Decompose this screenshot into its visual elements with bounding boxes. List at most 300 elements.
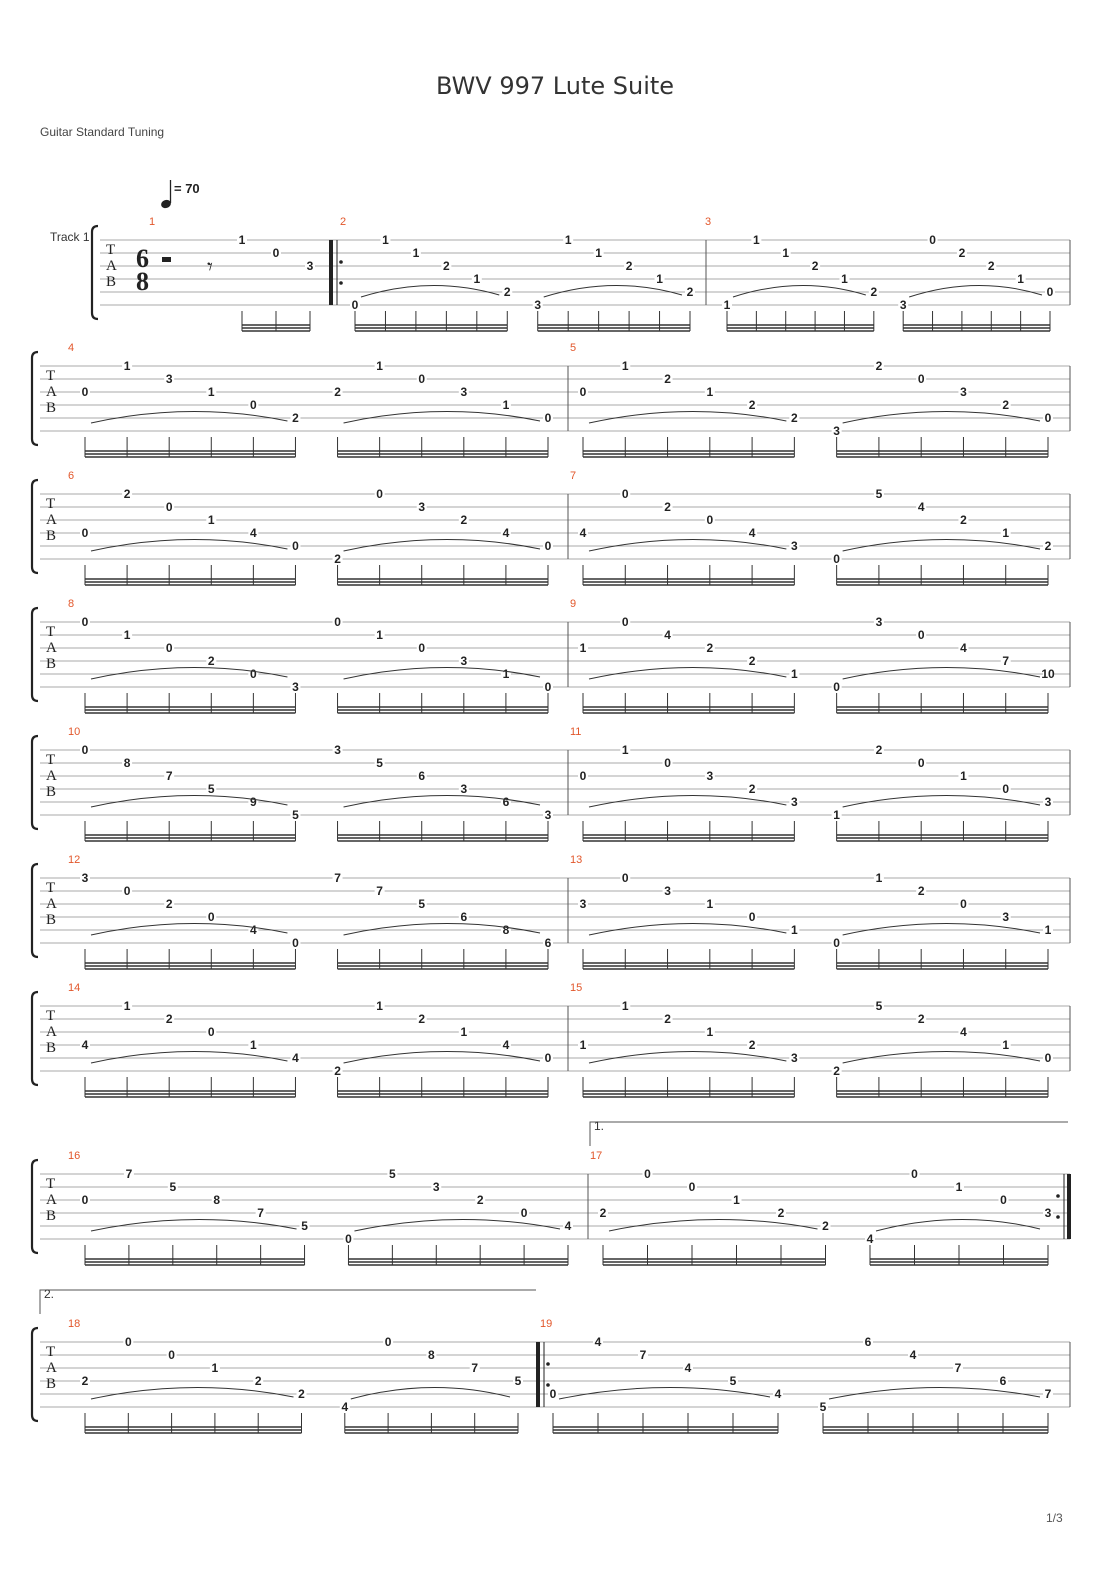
tab-clef-letter: B: [46, 400, 57, 416]
slur-arc: [909, 285, 1042, 297]
measure-number: 1: [149, 216, 156, 228]
fret-number: 3: [833, 424, 840, 438]
fret-number: 7: [376, 884, 383, 898]
fret-number: 0: [1002, 782, 1010, 796]
staff-bracket: [32, 864, 38, 957]
tab-clef-letter: T: [46, 368, 56, 384]
fret-number: 0: [250, 667, 257, 681]
fret-number: 5: [169, 1180, 177, 1194]
fret-number: 1: [706, 385, 714, 399]
fret-number: 2: [460, 513, 468, 527]
fret-number: 2: [664, 1012, 671, 1026]
repeat-barline-thick: [329, 240, 333, 305]
fret-number: 0: [168, 1348, 175, 1362]
fret-number: 0: [1046, 285, 1054, 299]
fret-number: 1: [1002, 1038, 1010, 1052]
volta-bracket: [40, 1290, 536, 1314]
slur-arc: [843, 923, 1040, 935]
fret-number: 1: [706, 897, 714, 911]
fret-number: 1: [502, 667, 510, 681]
fret-number: 2: [334, 1064, 341, 1078]
fret-number: 7: [257, 1206, 264, 1220]
fret-number: 3: [460, 654, 468, 668]
tab-clef-letter: B: [46, 528, 57, 544]
repeat-dot: [339, 260, 343, 264]
fret-number: 5: [418, 897, 426, 911]
fret-number: 7: [471, 1361, 479, 1375]
fret-number: 2: [777, 1206, 785, 1220]
fret-number: 0: [579, 769, 587, 783]
fret-number: 1: [733, 1193, 740, 1207]
repeat-end-thick: [1067, 1174, 1071, 1239]
fret-number: 4: [684, 1361, 692, 1375]
fret-number: 1: [791, 923, 798, 937]
fret-number: 3: [432, 1180, 440, 1194]
fret-number: 0: [544, 411, 552, 425]
fret-number: 3: [81, 871, 89, 885]
fret-number: 2: [599, 1206, 607, 1220]
fret-number: 2: [833, 1064, 840, 1078]
fret-number: 4: [250, 923, 257, 937]
fret-number: 3: [418, 500, 426, 514]
fret-number: 5: [376, 756, 383, 770]
tab-clef-letter: T: [46, 1008, 56, 1024]
tab-system: [32, 1119, 1071, 1265]
fret-number: 2: [254, 1374, 262, 1388]
fret-number: 2: [748, 1038, 756, 1052]
slur-arc: [589, 923, 786, 935]
fret-number: 1: [960, 769, 967, 783]
fret-number: 2: [418, 1012, 426, 1026]
tab-clef-letter: T: [46, 1176, 56, 1192]
repeat-dot: [1056, 1194, 1060, 1198]
fret-number: 2: [870, 285, 878, 299]
fret-number: 2: [748, 782, 756, 796]
measure-number: 18: [68, 1318, 81, 1330]
slur-arc: [91, 539, 287, 551]
fret-number: 2: [81, 1374, 89, 1388]
slur-arc: [91, 1051, 287, 1063]
fret-number: 0: [911, 1167, 918, 1181]
fret-number: 0: [929, 233, 936, 247]
fret-number: 1: [376, 359, 383, 373]
slur-arc: [344, 539, 540, 551]
fret-number: 2: [811, 259, 819, 273]
fret-number: 4: [866, 1232, 874, 1246]
slur-arc: [589, 795, 786, 807]
measure-number: 8: [68, 598, 75, 610]
measure-number: 5: [570, 342, 577, 354]
fret-number: 1: [211, 1361, 219, 1375]
slur-arc: [544, 285, 682, 297]
fret-number: 4: [917, 500, 925, 514]
fret-number: 3: [579, 897, 587, 911]
fret-number: 0: [833, 680, 840, 694]
slur-arc: [589, 667, 786, 679]
fret-number: 6: [999, 1374, 1007, 1388]
volta-label: 2.: [44, 1287, 55, 1301]
measure-number: 19: [540, 1318, 553, 1330]
fret-number: 1: [841, 272, 848, 286]
fret-number: 1: [238, 233, 246, 247]
measure-number: 3: [705, 216, 712, 228]
fret-number: 7: [954, 1361, 962, 1375]
fret-number: 2: [875, 743, 883, 757]
fret-number: 1: [123, 628, 131, 642]
fret-number: 2: [334, 552, 341, 566]
staff-bracket: [32, 1328, 38, 1421]
fret-number: 4: [564, 1219, 572, 1233]
fret-number: 6: [544, 936, 552, 950]
fret-number: 2: [476, 1193, 484, 1207]
fret-number: 4: [748, 526, 756, 540]
slur-arc: [829, 1387, 1040, 1399]
staff-bracket: [32, 608, 38, 701]
fret-number: 0: [520, 1206, 528, 1220]
fret-number: 0: [621, 487, 629, 501]
fret-number: 4: [909, 1348, 917, 1362]
fret-number: 8: [502, 923, 510, 937]
fret-number: 0: [833, 552, 840, 566]
tab-clef-letter: T: [46, 1344, 56, 1360]
fret-number: 0: [250, 398, 257, 412]
measure-number: 7: [570, 470, 577, 482]
fret-number: 5: [292, 808, 299, 822]
fret-number: 0: [165, 641, 173, 655]
fret-number: 3: [292, 680, 299, 694]
fret-number: 0: [207, 910, 215, 924]
fret-number: 0: [207, 1025, 215, 1039]
fret-number: 7: [125, 1167, 133, 1181]
fret-number: 4: [960, 1025, 967, 1039]
measure-number: 17: [590, 1150, 603, 1162]
fret-number: 2: [1044, 539, 1052, 553]
measure-number: 4: [68, 342, 75, 354]
fret-number: 1: [579, 1038, 587, 1052]
fret-number: 0: [706, 513, 714, 527]
half-rest-icon: [162, 257, 171, 262]
fret-number: 4: [502, 1038, 510, 1052]
fret-number: 5: [875, 487, 883, 501]
score-title: BWV 997 Lute Suite: [435, 72, 675, 100]
fret-number: 0: [544, 539, 552, 553]
measure-number: 10: [68, 726, 81, 738]
fret-number: 2: [292, 411, 299, 425]
fret-number: 2: [822, 1219, 829, 1233]
staff-bracket: [32, 352, 38, 445]
fret-number: 0: [345, 1232, 352, 1246]
staff-bracket: [92, 226, 98, 319]
slur-arc: [354, 1219, 560, 1231]
fret-number: 1: [1002, 526, 1010, 540]
fret-number: 2: [664, 500, 671, 514]
time-sig-numerator: 6: [136, 244, 149, 273]
tempo-text: = 70: [174, 181, 200, 196]
repeat-dot: [1056, 1215, 1060, 1219]
staff-bracket: [32, 480, 38, 573]
measure-number: 2: [340, 216, 347, 228]
slur-arc: [733, 285, 866, 297]
fret-number: 3: [960, 385, 967, 399]
tab-clef-letter: B: [46, 912, 57, 928]
fret-number: 2: [123, 487, 131, 501]
fret-number: 1: [875, 871, 883, 885]
tab-clef-letter: A: [106, 258, 117, 274]
fret-number: 1: [564, 233, 572, 247]
fret-number: 3: [544, 808, 552, 822]
fret-number: 1: [473, 272, 481, 286]
staff-bracket: [32, 736, 38, 829]
volta-label: 1.: [594, 1119, 605, 1133]
fret-number: 0: [579, 385, 587, 399]
slur-arc: [559, 1387, 770, 1399]
fret-number: 0: [124, 1335, 132, 1349]
fret-number: 1: [382, 233, 389, 247]
slur-arc: [351, 1387, 510, 1399]
fret-number: 1: [376, 628, 383, 642]
tuning-label: Guitar Standard Tuning: [40, 125, 165, 139]
fret-number: 1: [621, 999, 629, 1013]
fret-number: 4: [81, 1038, 89, 1052]
fret-number: 7: [1044, 1387, 1052, 1401]
fret-number: 1: [579, 641, 587, 655]
fret-number: 0: [351, 298, 359, 312]
tempo-marking: [160, 180, 200, 209]
fret-number: 0: [833, 936, 840, 950]
fret-number: 0: [418, 641, 426, 655]
slur-arc: [91, 411, 287, 423]
slur-arc: [843, 411, 1040, 423]
fret-number: 3: [791, 1051, 798, 1065]
fret-number: 0: [384, 1335, 392, 1349]
repeat-dot: [339, 281, 343, 285]
fret-number: 1: [955, 1180, 963, 1194]
fret-number: 3: [334, 743, 341, 757]
fret-number: 3: [1002, 910, 1010, 924]
fret-number: 1: [621, 743, 629, 757]
tab-system: [32, 982, 1070, 1097]
fret-number: 2: [503, 285, 511, 299]
tab-system: [32, 470, 1070, 585]
fret-number: 3: [460, 385, 468, 399]
fret-number: 0: [644, 1167, 651, 1181]
fret-number: 1: [460, 1025, 468, 1039]
fret-number: 1: [656, 272, 663, 286]
slur-arc: [609, 1219, 818, 1231]
fret-number: 3: [460, 782, 468, 796]
fret-number: 3: [1044, 795, 1052, 809]
fret-number: 2: [165, 1012, 173, 1026]
fret-number: 3: [706, 769, 714, 783]
fret-number: 1: [1044, 923, 1052, 937]
fret-number: 10: [1041, 667, 1055, 681]
tab-system: [32, 726, 1070, 841]
fret-number: 1: [706, 1025, 714, 1039]
fret-number: 3: [1044, 1206, 1052, 1220]
fret-number: 0: [81, 1193, 89, 1207]
fret-number: 0: [81, 526, 89, 540]
measure-number: 6: [68, 470, 75, 482]
tab-system: [32, 342, 1070, 457]
fret-number: 4: [960, 641, 967, 655]
fret-number: 2: [791, 411, 798, 425]
fret-number: 7: [1002, 654, 1010, 668]
fret-number: 0: [334, 615, 341, 629]
slur-arc: [876, 1219, 1040, 1231]
fret-number: 3: [791, 539, 798, 553]
slur-arc: [843, 795, 1040, 807]
tab-system: [32, 598, 1070, 713]
fret-number: 8: [213, 1193, 221, 1207]
fret-number: 4: [292, 1051, 299, 1065]
fret-number: 1: [123, 359, 131, 373]
fret-number: 5: [389, 1167, 396, 1181]
measure-number: 12: [68, 854, 81, 866]
slur-arc: [361, 285, 499, 297]
fret-number: 2: [960, 513, 967, 527]
fret-number: 1: [833, 808, 840, 822]
slur-arc: [843, 667, 1040, 679]
fret-number: 3: [534, 298, 542, 312]
fret-number: 1: [412, 246, 420, 260]
fret-number: 2: [334, 385, 341, 399]
fret-number: 2: [917, 884, 925, 898]
fret-number: 0: [544, 680, 552, 694]
fret-number: 0: [1044, 411, 1052, 425]
fret-number: 1: [621, 359, 629, 373]
time-sig-denominator: 8: [136, 267, 149, 296]
fret-number: 0: [1044, 1051, 1052, 1065]
fret-number: 5: [819, 1400, 827, 1414]
tab-clef-letter: B: [106, 274, 117, 290]
fret-number: 1: [1017, 272, 1024, 286]
fret-number: 2: [298, 1387, 305, 1401]
tab-system: [92, 216, 1070, 331]
fret-number: 0: [544, 1051, 552, 1065]
tab-clef-letter: B: [46, 1208, 57, 1224]
fret-number: 0: [917, 756, 925, 770]
fret-number: 3: [165, 372, 173, 386]
measure-number: 14: [68, 982, 81, 994]
tab-clef-letter: B: [46, 656, 57, 672]
fret-number: 0: [376, 487, 383, 501]
track-label: Track 1: [50, 230, 90, 244]
tab-clef-letter: A: [46, 512, 57, 528]
fret-number: 1: [753, 233, 760, 247]
fret-number: 3: [664, 884, 671, 898]
fret-number: 1: [782, 246, 790, 260]
slur-arc: [589, 539, 786, 551]
fret-number: 0: [165, 500, 173, 514]
fret-number: 0: [81, 743, 89, 757]
fret-number: 2: [748, 398, 756, 412]
fret-number: 0: [960, 897, 967, 911]
fret-number: 1: [376, 999, 383, 1013]
tab-clef-letter: A: [46, 640, 57, 656]
fret-number: 1: [502, 398, 510, 412]
fret-number: 0: [621, 871, 629, 885]
fret-number: 6: [418, 769, 426, 783]
fret-number: 8: [428, 1348, 435, 1362]
fret-number: 4: [664, 628, 671, 642]
fret-number: 0: [418, 372, 426, 386]
fret-number: 2: [958, 246, 966, 260]
fret-number: 0: [917, 372, 925, 386]
fret-number: 5: [729, 1374, 737, 1388]
fret-number: 2: [664, 372, 671, 386]
measure-number: 9: [570, 598, 577, 610]
measure-number: 15: [570, 982, 583, 994]
fret-number: 5: [875, 999, 883, 1013]
fret-number: 1: [723, 298, 731, 312]
tab-clef-letter: B: [46, 1040, 57, 1056]
fret-number: 1: [207, 513, 215, 527]
fret-number: 3: [899, 298, 907, 312]
fret-number: 0: [292, 539, 299, 553]
measure-number: 13: [570, 854, 583, 866]
measure-number: 11: [570, 726, 582, 738]
fret-number: 9: [250, 795, 257, 809]
fret-number: 6: [460, 910, 468, 924]
fret-number: 3: [791, 795, 798, 809]
measure-number: 16: [68, 1150, 81, 1162]
slur-arc: [91, 1387, 294, 1399]
fret-number: 4: [341, 1400, 349, 1414]
fret-number: 4: [774, 1387, 782, 1401]
tab-clef-letter: T: [106, 242, 116, 258]
fret-number: 3: [875, 615, 883, 629]
page-number: 1/3: [1046, 1511, 1063, 1525]
fret-number: 0: [123, 884, 131, 898]
fret-number: 0: [748, 910, 756, 924]
tab-clef-letter: A: [46, 384, 57, 400]
fret-number: 2: [625, 259, 633, 273]
fret-number: 0: [272, 246, 280, 260]
fret-number: 7: [639, 1348, 647, 1362]
staff-bracket: [32, 992, 38, 1085]
tab-clef-letter: B: [46, 784, 57, 800]
fret-number: 2: [875, 359, 883, 373]
fret-number: 5: [301, 1219, 308, 1233]
tab-clef-letter: T: [46, 496, 56, 512]
slur-arc: [589, 1051, 786, 1063]
fret-number: 4: [594, 1335, 602, 1349]
fret-number: 1: [207, 385, 215, 399]
fret-number: 0: [688, 1180, 696, 1194]
fret-number: 1: [123, 999, 131, 1013]
fret-number: 0: [549, 1387, 557, 1401]
tab-clef-letter: A: [46, 1360, 57, 1376]
tab-clef-letter: T: [46, 880, 56, 896]
tab-system: [32, 1287, 1070, 1433]
fret-number: 8: [123, 756, 131, 770]
fret-number: 0: [917, 628, 925, 642]
tab-clef-letter: A: [46, 1192, 57, 1208]
slur-arc: [344, 1051, 540, 1063]
fret-number: 1: [250, 1038, 257, 1052]
volta-bracket: [590, 1122, 1068, 1146]
fret-number: 2: [443, 259, 450, 273]
fret-number: 6: [502, 795, 510, 809]
fret-number: 0: [81, 385, 89, 399]
eighth-rest-icon: 𝄾: [207, 255, 213, 280]
slur-arc: [843, 1051, 1040, 1063]
slur-arc: [843, 539, 1040, 551]
tab-clef-letter: A: [46, 768, 57, 784]
fret-number: 4: [579, 526, 587, 540]
tab-clef-letter: T: [46, 752, 56, 768]
tab-clef-letter: A: [46, 1024, 57, 1040]
